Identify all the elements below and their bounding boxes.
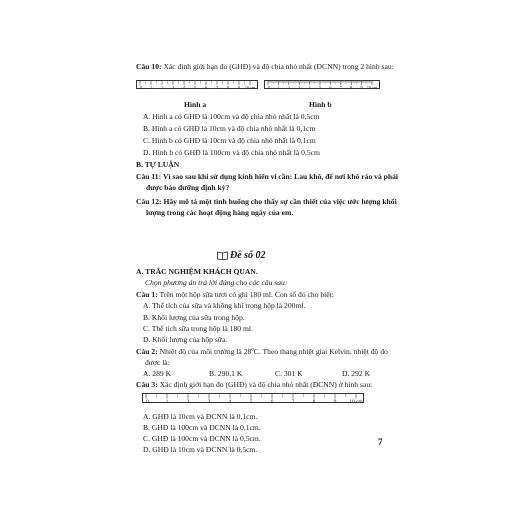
ruler-label: 6 — [270, 399, 274, 404]
ruler-label: 3 — [207, 399, 211, 404]
q10-option-c: C. Hình b có GHĐ là 10cm và độ chia nhỏ nhất là 0,1cm — [143, 136, 316, 145]
ruler-label: 10 cm — [244, 85, 256, 90]
ruler-label: 9 — [360, 85, 363, 90]
ruler-label: 4 — [308, 85, 311, 90]
degree-sup: o — [251, 347, 254, 353]
q2-option-a: A. 289 K — [143, 369, 172, 378]
ruler-label: 8 — [312, 399, 316, 404]
ruler-label: 0 — [140, 85, 143, 90]
q11-label: Câu 11: — [136, 172, 162, 181]
q10-option-a: A. Hình a có GHĐ là 100cm và độ chia nhỏ nhất là 0,5cm — [143, 112, 320, 121]
ruler-label: 8 — [226, 85, 230, 90]
ruler-label: 10 cm — [349, 399, 363, 404]
q1-text: Trên một hộp sữa tươi có ghi 180 ml. Con số đó cho biết: — [159, 290, 334, 299]
ruler-b — [264, 80, 380, 89]
q3-line — [136, 380, 372, 389]
ruler-a — [136, 80, 258, 89]
q2-text-after: C. Theo thang nhiệt giai Kelvin, nhiệt độ đo — [253, 347, 388, 356]
q3-option-b: B. GHĐ là 100cm và ĐCNN là 0,1cm. — [143, 423, 261, 432]
q2-text-before: Nhiệt độ của môi trường là 28 — [159, 347, 252, 356]
q3-text: Xác định giới hạn đo (GHĐ) và độ chia nhỏ nhất (ĐCNN) ở hình sau: — [159, 380, 373, 389]
ruler-label: 7 — [215, 85, 219, 90]
q2-label: Câu 2: — [136, 347, 158, 356]
q12-line1 — [136, 197, 397, 206]
ruler-label: 1 — [165, 399, 169, 404]
ruler-label: 3 — [298, 85, 301, 90]
ruler-a-ticks — [137, 81, 259, 90]
book-icon — [217, 251, 228, 260]
q3-option-d: D. GHĐ là 10cm và ĐCNN là 0,5cm. — [143, 445, 258, 454]
q3-option-c: C. GHĐ là 100cm và ĐCNN là 0,5cm. — [143, 434, 261, 443]
q11-line1 — [136, 172, 398, 181]
q1-option-a: A. Thể tích của sữa và không khí trong hộp là 200ml. — [143, 301, 306, 310]
ruler-label: 7 — [339, 85, 342, 90]
section-a-heading: A. TRẮC NGHIỆM KHÁCH QUAN. — [136, 267, 258, 276]
caption-b: Hình b — [309, 100, 332, 109]
tu-luan-heading: B. TỰ LUẬN — [136, 160, 180, 169]
ruler-label: 2 — [160, 85, 164, 90]
ruler-label: 4 — [182, 85, 186, 90]
ruler-label: 7 — [291, 399, 295, 404]
q2-line2: được là: — [145, 358, 170, 367]
q1-label: Câu 1: — [136, 290, 158, 299]
ruler-label: 2 — [287, 85, 290, 90]
q1-option-c: C. Thể tích sữa trong hộp là 180 ml. — [143, 324, 253, 333]
exam-title: Đề số 02 — [230, 250, 266, 261]
ruler-label: 5 — [318, 85, 322, 90]
instruction: Chọn phương án trả lời đúng cho các câu sau: — [145, 278, 288, 287]
caption-a: Hình a — [184, 100, 207, 109]
ruler-label: 9 — [237, 85, 241, 90]
ruler-q3 — [142, 393, 364, 403]
q1-option-d: D. Khối lượng của hộp sữa. — [143, 335, 228, 344]
ruler-label: 2 — [186, 399, 190, 404]
page-number: 7 — [378, 437, 383, 447]
q12-line2: lượng trong các hoạt động hàng ngày của em. — [146, 208, 294, 217]
ruler-label: 1 — [277, 85, 280, 90]
q1-line — [136, 290, 334, 299]
ruler-label: 6 — [329, 85, 332, 90]
ruler-label: 10 cm — [366, 85, 378, 90]
q10-line — [136, 62, 394, 71]
ruler-label: 4 — [228, 399, 232, 404]
q2-option-b: B. 290,1 K — [209, 369, 243, 378]
q2-option-c: C. 301 K — [275, 369, 303, 378]
q3-option-a: A. GHĐ là 10cm và ĐCNN là 0,1cm. — [143, 412, 258, 421]
ruler-label: 5 — [249, 399, 253, 404]
ruler-b-ticks — [265, 81, 381, 90]
q12-text: Hãy mô tả một tình huống cho thấy sự cần thiết của việc ước lượng khối — [163, 197, 397, 206]
ruler-label: 1 — [149, 85, 153, 90]
q3-label: Câu 3: — [136, 380, 158, 389]
ruler-label: 6 — [204, 85, 208, 90]
ruler-label: 5 — [193, 85, 197, 90]
q10-option-d: D. Hình b có GHĐ là 100cm và độ chia nhỏ nhất là 0,5cm — [143, 148, 320, 157]
ruler-label: 0 — [146, 399, 149, 404]
q12-label: Câu 12: — [136, 197, 162, 206]
q10-text: Xác định giới hạn đo (GHĐ) và độ chia nhỏ nhất (ĐCNN) trong 2 hình sau: — [163, 62, 394, 71]
q11-text: Vì sao sau khi sử dụng kính hiển vi cần: Lau khô, để nơi khô ráo và phải — [163, 172, 398, 181]
q11-line2: được bảo dưỡng định kỳ? — [146, 183, 230, 192]
q2-option-d: D. 292 K — [342, 369, 371, 378]
q10-option-b: B. Hình a có GHĐ là 10cm và độ chia nhỏ nhất là 0,1cm — [143, 124, 316, 133]
ruler-label: 3 — [171, 85, 175, 90]
ruler-label: 8 — [350, 85, 353, 90]
ruler-q3-ticks — [143, 394, 365, 404]
q1-option-b: B. Khối lượng của sữa trong hộp. — [143, 313, 245, 322]
ruler-label: 0 — [268, 85, 271, 90]
q10-label: Câu 10: — [136, 62, 162, 71]
ruler-label: 9 — [333, 399, 337, 404]
q2-line — [136, 347, 388, 356]
